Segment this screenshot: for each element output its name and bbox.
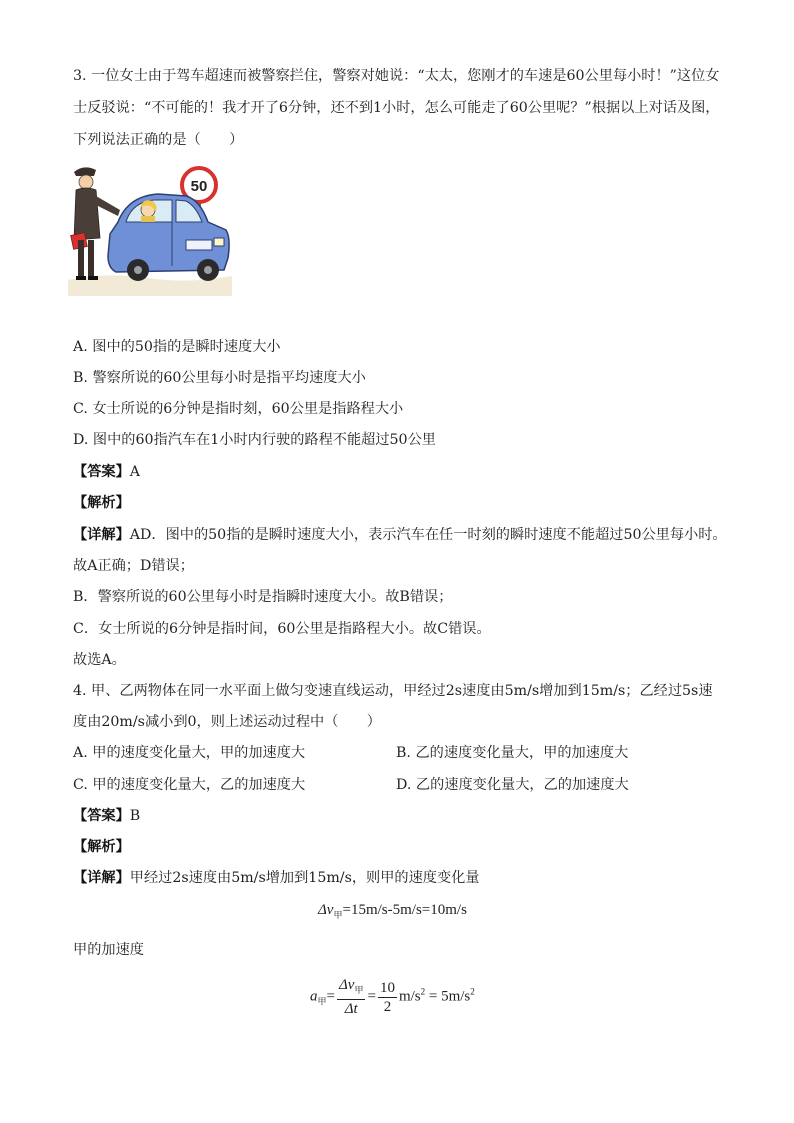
q4-accel-label: 甲的加速度 [73,942,144,958]
eq2-result: 5m/s [441,988,471,1005]
q3-option-a: A. 图中的50指的是瞬时速度大小 [73,339,281,355]
q3-conclusion: 故选A。 [73,652,126,668]
eq1-subscript: 甲 [333,910,343,920]
q3-option-c: C. 女士所说的6分钟是指时刻，60公里是指路程大小 [73,401,404,417]
police-car-illustration [68,160,232,296]
q4-answer-label: 【答案】 [73,808,130,824]
q3-detail-line3: B．警察所说的60公里每小时是指瞬时速度大小。故B错误； [73,589,453,605]
eq2-unit-exp: 2 [420,986,426,997]
eq1-delta-v: Δv [318,902,334,918]
q4-option-c: C. 甲的速度变化量大，乙的加速度大 [73,777,306,793]
eq2-den2: 2 [383,998,392,1015]
q4-detail-text1: 甲经过2s速度由5m/s增加到15m/s，则甲的速度变化量 [129,870,480,886]
q3-detail-label: 【详解】 [73,527,130,543]
q4-equation-acceleration: $a_甲=$ $\frac{\Delta v_甲}{\Delta t}$ = $\frac{10}{2}$ $m/s^2 = 5m/s^2$ [310,977,475,1017]
q3-answer-label: 【答案】 [73,464,130,480]
q3-stem-line2: 士反驳说：“不可能的！我才开了6分钟，还不到1小时，怎么可能走了60公里呢？”根据以上对话及图， [73,100,720,116]
q3-detail-line1 [73,525,727,545]
q3-stem-line1: 3. 一位女士由于驾车超速而被警察拦住，警察对她说：“太太，您刚才的车速是60公里每小时！”这位女 [73,68,720,84]
eq2-num: Δv [338,977,355,993]
speed-limit-sign-text: 50 [190,178,208,195]
q3-option-d: D. 图中的60指汽车在1小时内行驶的路程不能超过50公里 [73,432,436,448]
q4-option-d: D. 乙的速度变化量大，乙的加速度大 [396,777,629,793]
q4-option-b: B. 乙的速度变化量大，甲的加速度大 [396,745,629,761]
eq2-fraction-symbolic [337,976,365,1018]
q4-stem-line2: 度由20m/s减小到0，则上述运动过程中（ ） [73,714,381,730]
q4-detail-line1 [73,868,480,888]
q3-option-b: B. 警察所说的60公里每小时是指平均速度大小 [73,370,366,386]
q3-analysis-label: 【解析】 [73,495,130,511]
eq2-num2: 10 [379,979,395,996]
eq2-a-subscript: 甲 [317,996,327,1007]
q3-stem-line3: 下列说法正确的是（ ） [73,132,244,148]
q3-answer-value: A [129,464,141,480]
eq2-num-subscript: 甲 [354,985,364,995]
q4-answer-value: B [129,808,141,824]
q3-detail-line4: C．女士所说的6分钟是指时间，60公里是指路程大小。故C错误。 [73,621,491,637]
eq2-fraction-numeric [378,979,397,1016]
eq2-den: Δt [344,1001,358,1017]
q4-answer [73,806,140,826]
q4-option-a: A. 甲的速度变化量大，甲的加速度大 [73,745,306,761]
q4-stem-line1: 4. 甲、乙两物体在同一水平面上做匀变速直线运动，甲经过2s速度由5m/s增加到15m/s；乙经过5s速 [73,683,713,699]
q3-answer [73,462,140,482]
q3-detail-line2: 故A正确；D错误； [73,558,194,574]
q4-detail-label: 【详解】 [73,870,130,886]
eq2-a: a [310,988,318,1005]
q3-detail-text1: AD．图中的50指的是瞬时速度大小，表示汽车在任一时刻的瞬时速度不能超过50公里每小时。 [129,527,727,543]
eq2-unit: m/s [398,988,421,1005]
q4-analysis-label: 【解析】 [73,839,130,855]
q4-equation-velocity-change [318,902,467,921]
eq1-rhs: =15m/s-5m/s=10m/s [342,902,467,918]
eq2-result-exp: 2 [470,986,475,997]
